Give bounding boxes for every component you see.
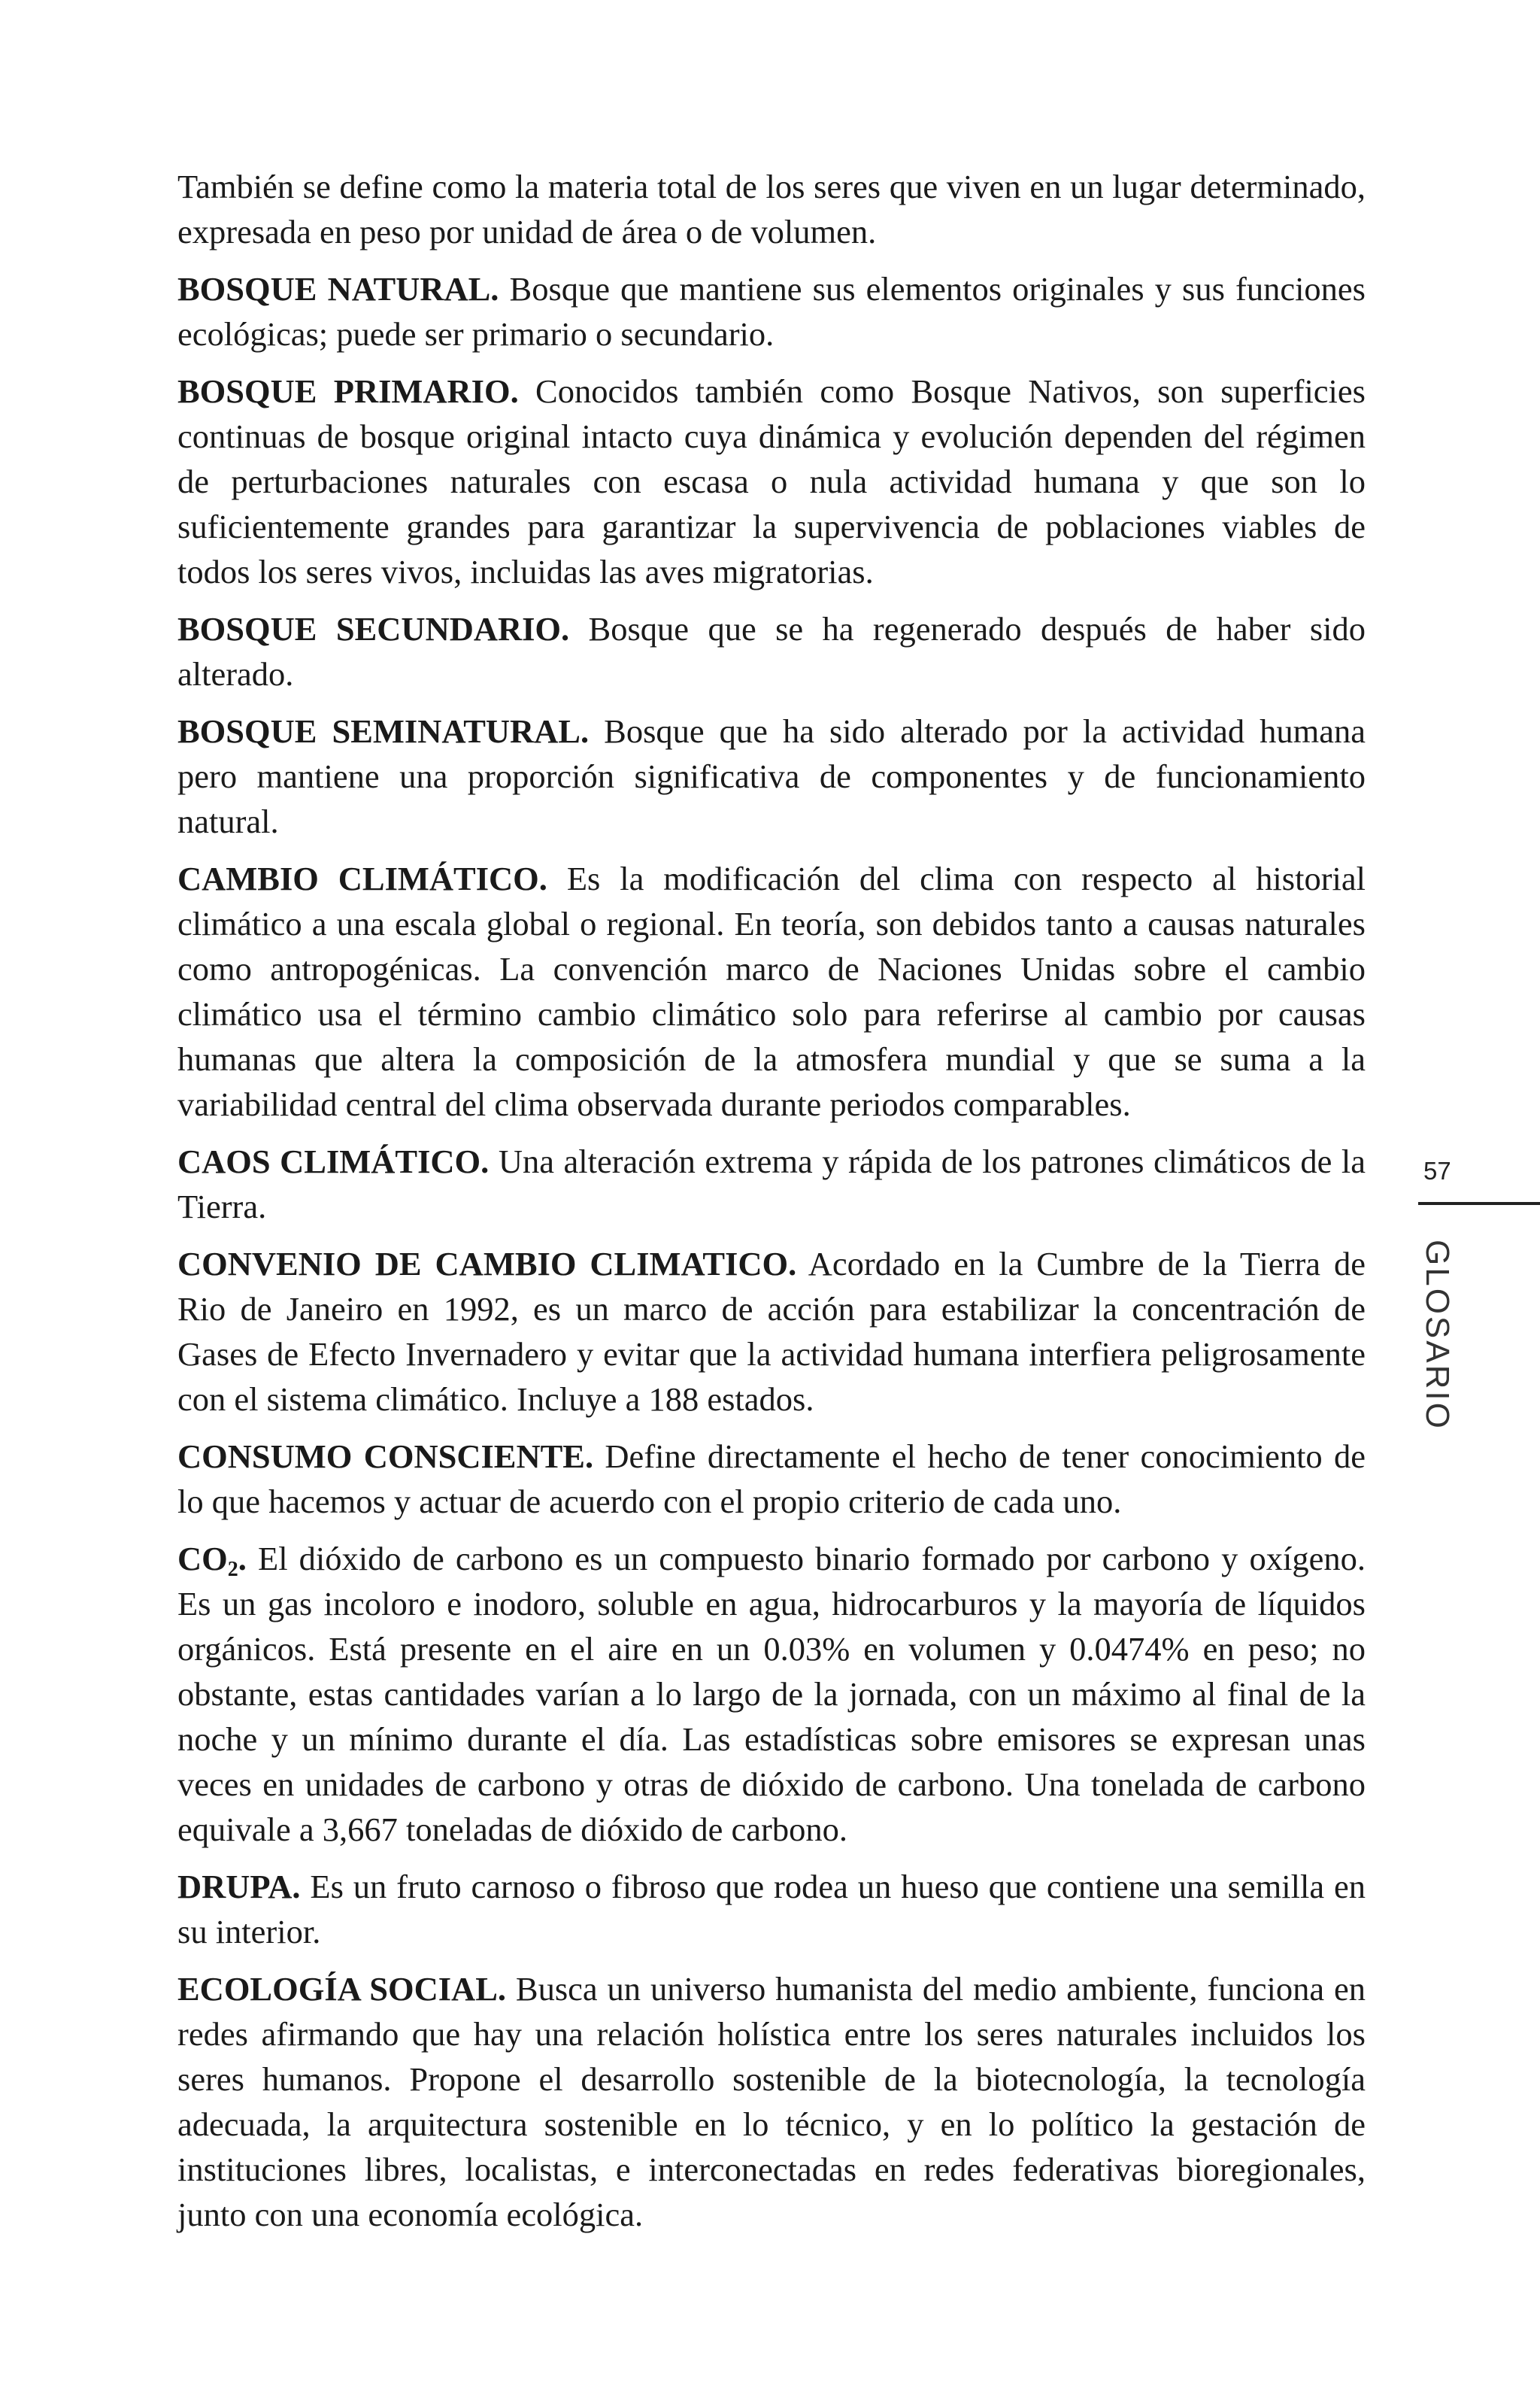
glossary-entry-bosque-natural [177,266,1366,357]
section-label-text: GLOSARIO [1419,1240,1456,1431]
entry-definition: Bosque que ha sido alterado por la actividad humana pero mantiene una proporción significativa de componentes y de funcionamiento natural. [177,712,1366,840]
entry-definition: Es un fruto carnoso o fibroso que rodea un hueso que contiene una semilla en su interior. [177,1868,1366,1950]
entry-definition: Es la modificación del clima con respecto al historial climático a una escala global o regional. En teoría, son debidos tanto a causas naturales como antropogénicas. La convención marco de Naciones Unidas sobre el cambio climático usa el término cambio climático solo para referirse al cambio por causas humanas que altera la composición de la atmosfera mundial y que se suma a la variabilidad central del clima observada durante periodos comparables. [177,860,1366,1123]
section-label [1415,1240,1460,1431]
co2-term-main: CO [177,1540,228,1577]
co2-term-end: . [238,1540,247,1577]
entry-definition: Define directamente el hecho de tener conocimiento de lo que hacemos y actuar de acuerdo con el propio criterio de cada uno. [177,1437,1366,1520]
glossary-entry-consumo-consciente [177,1434,1366,1524]
entry-term: BOSQUE NATURAL. [177,270,499,308]
entry-definition: Bosque que mantiene sus elementos originales y sus funciones ecológicas; puede ser primario o secundario. [177,270,1366,353]
entry-definition: Una alteración extrema y rápida de los patrones climáticos de la Tierra. [177,1143,1366,1225]
entry-term: CAOS CLIMÁTICO. [177,1143,490,1180]
page-number: 57 [1423,1157,1451,1185]
entry-definition: Busca un universo humanista del medio ambiente, funciona en redes afirmando que hay una relación holística entre los seres naturales incluidos los seres humanos. Propone el desarrollo sostenible de la biotecnología, la tecnología adecuada, la arquitectura sostenible en lo técnico, y en lo político la gestación de instituciones libres, localistas, e interconectadas en redes federativas bioregionales, junto con una economía ecológica. [177,1970,1366,2233]
entry-definition: Bosque que se ha regenerado después de haber sido alterado. [177,610,1366,693]
glossary-entry-bosque-seminatural [177,709,1366,844]
entry-definition: Conocidos también como Bosque Nativos, son superficies continuas de bosque original intacto cuya dinámica y evolución dependen del régimen de perturbaciones naturales con escasa o nula actividad humana y que son lo suficientemente grandes para garantizar la supervivencia de poblaciones viables de todos los seres vivos, incluidas las aves migratorias. [177,372,1366,590]
entry-term: BOSQUE PRIMARIO. [177,372,519,410]
entry-definition: El dióxido de carbono es un compuesto binario formado por carbono y oxígeno. Es un gas incoloro e inodoro, soluble en agua, hidrocarburos y la mayoría de líquidos orgánicos. Está presente en el aire en un 0.03% en volumen y 0.0474% en peso; no obstante, estas cantidades varían a lo largo de la jornada, con un máximo al final de la noche y un mínimo durante el día. Las estadísticas sobre emisores se expresan unas veces en unidades de carbono y otras de dióxido de carbono. Una tonelada de carbono equivale a 3,667 toneladas de dióxido de carbono. [177,1540,1366,1848]
co2-subscript: 2 [227,1558,238,1581]
glossary-body [177,164,1366,2249]
glossary-entry-co2 [177,1536,1366,1852]
glossary-entry-bosque-primario [177,369,1366,594]
entry-term: DRUPA. [177,1868,301,1905]
entry-term: CONVENIO DE CAMBIO CLIMATICO. [177,1245,797,1282]
glossary-entry-convenio-cambio-climatico [177,1241,1366,1422]
glossary-entry-bosque-secundario [177,606,1366,697]
glossary-entry-ecologia-social [177,1966,1366,2237]
glossary-entry-caos-climatico [177,1139,1366,1229]
entry-term: ECOLOGÍA SOCIAL. [177,1970,506,2008]
glossary-entry-drupa [177,1864,1366,1954]
entry-term [177,1540,247,1581]
page-number-rule [1418,1202,1540,1205]
entry-term: BOSQUE SECUNDARIO. [177,610,570,648]
glossary-entry-cambio-climatico [177,856,1366,1127]
entry-term: BOSQUE SEMINATURAL. [177,712,590,750]
entry-term: CONSUMO CONSCIENTE. [177,1437,594,1475]
intro-paragraph: También se define como la materia total de los seres que viven en un lugar determinado, expresada en peso por unidad de área o de volumen. [177,168,1366,250]
entry-term: CAMBIO CLIMÁTICO. [177,860,547,897]
entry-definition: Acordado en la Cumbre de la Tierra de Rio de Janeiro en 1992, es un marco de acción para estabilizar la concentración de Gases de Efecto Invernadero y evitar que la actividad humana interfiera peligrosamente con el sistema climático. Incluye a 188 estados. [177,1245,1366,1418]
